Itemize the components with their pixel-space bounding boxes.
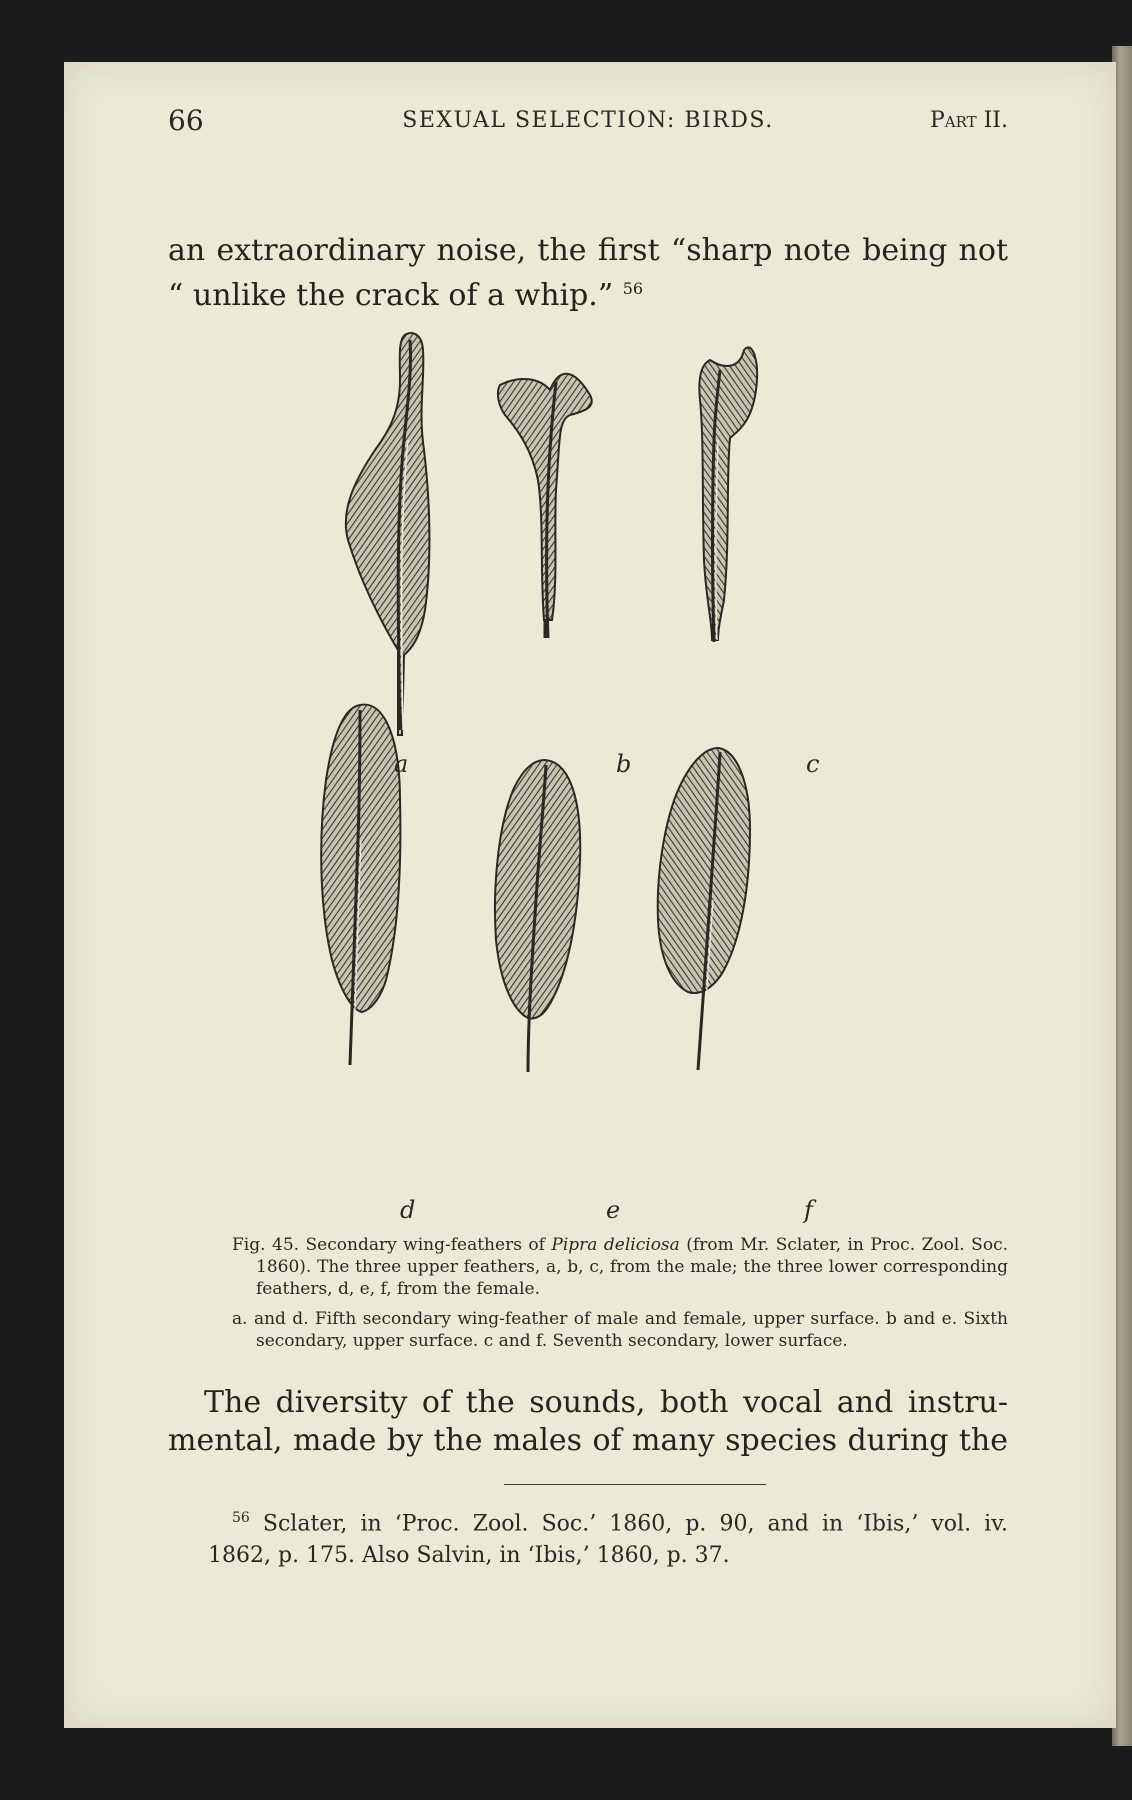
label-d: d — [400, 1196, 416, 1224]
paragraph-line-2: mental, made by the males of many species during the — [168, 1423, 1008, 1458]
feather-f — [658, 748, 750, 1070]
footnote-number: 56 — [232, 1510, 250, 1526]
caption-text-post: (from Mr. Sclater, in Proc. Zool. Soc. 1860). The three upper feathers, a, b, c, from the male; the three lower corresponding feathers, d, e, f, from the female. — [256, 1235, 1008, 1299]
species-name: Pipra deliciosa — [551, 1235, 680, 1255]
caption-text-pre: Secondary wing-feathers of — [305, 1235, 545, 1255]
caption-para-2: a. and d. Fifth secondary wing-feather of male and female, upper surface. b and e. Sixth secondary, upper surface. c and f. Seventh secondary, lower surface. — [232, 1309, 1008, 1351]
footnote-line-2: 1862, p. 175. Also Salvin, in ‘Ibis,’ 1860, p. 37. — [208, 1543, 730, 1569]
opening-line-1: an extraordinary noise, the first “sharp note being not — [168, 233, 1008, 268]
running-title: SEXUAL SELECTION: BIRDS. — [402, 108, 774, 133]
label-e: e — [606, 1196, 621, 1224]
running-header — [168, 104, 1008, 136]
paragraph-line-1: The diversity of the sounds, both vocal and instru- — [204, 1385, 1008, 1420]
feather-a — [346, 333, 430, 735]
part-label: Part II. — [929, 108, 1008, 133]
footnote-reference: 56 — [622, 279, 644, 298]
opening-line-2-text: “ unlike the crack of a whip.” — [168, 278, 614, 313]
main-paragraph — [168, 1384, 1008, 1460]
label-a: a — [394, 750, 409, 778]
feather-illustrations — [300, 320, 870, 1220]
figure-number: Fig. 45. — [232, 1235, 300, 1255]
feather-d — [321, 705, 400, 1065]
label-f: f — [804, 1196, 813, 1224]
footnote-line-1 — [232, 1502, 1008, 1540]
page-number: 66 — [168, 104, 204, 137]
feather-figure — [300, 320, 870, 1224]
caption-para-1 — [232, 1234, 1008, 1300]
footnote-rule — [504, 1484, 766, 1485]
feather-e — [495, 760, 580, 1072]
feather-c — [699, 347, 757, 642]
opening-text — [168, 232, 1008, 315]
footnote-text-1: Sclater, in ‘Proc. Zool. Soc.’ 1860, p. 90, and in ‘Ibis,’ vol. iv. — [262, 1511, 1009, 1537]
figure-caption — [232, 1234, 1008, 1352]
label-c: c — [806, 750, 820, 778]
opening-line-2 — [168, 270, 1008, 315]
label-b: b — [616, 750, 632, 778]
footnote — [208, 1502, 1009, 1572]
feather-b — [498, 374, 592, 638]
